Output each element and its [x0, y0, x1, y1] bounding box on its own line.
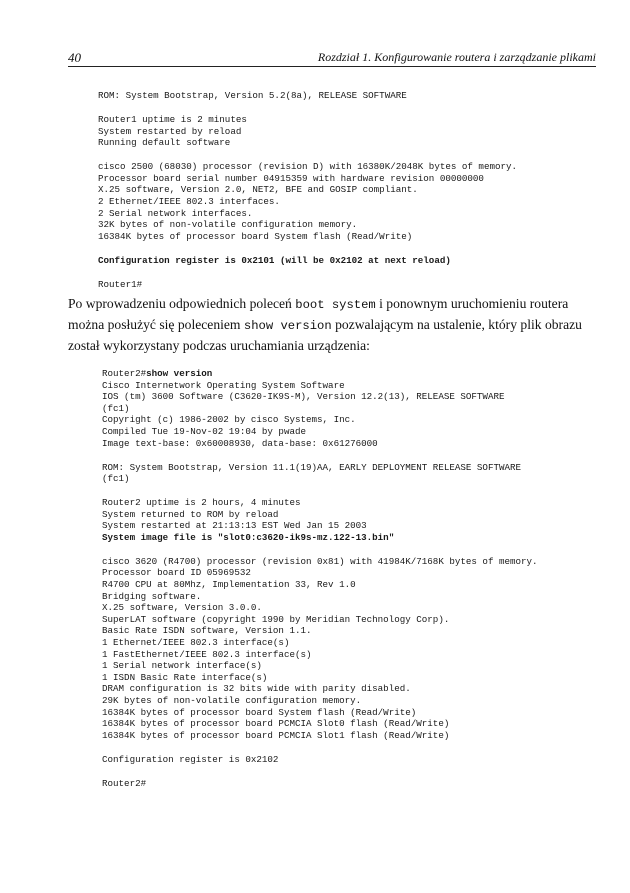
- code-line: 1 ISDN Basic Rate interface(s): [102, 671, 268, 683]
- code-line: 16384K bytes of processor board PCMCIA Slot1 flash (Read/Write): [102, 729, 450, 741]
- code-blank-line: [102, 741, 538, 753]
- code-line: 16384K bytes of processor board System flash (Read/Write): [98, 230, 413, 242]
- code-line: 29K bytes of non-volatile configuration memory.: [102, 695, 362, 707]
- code-blank-line: [98, 266, 517, 278]
- page-header: [68, 50, 596, 67]
- code-line: Compiled Tue 19-Nov-02 19:04 by pwade: [102, 425, 306, 437]
- code-line: Image text-base: 0x60008930, data-base: 0x61276000: [102, 437, 378, 449]
- code-line: Router2 uptime is 2 hours, 4 minutes: [102, 497, 301, 509]
- code-blank-line: [102, 765, 538, 777]
- code-line: System restarted at 21:13:13 EST Wed Jan 15 2003: [102, 520, 367, 532]
- running-head: Rozdział 1. Konfigurowanie routera i zarządzanie plikami: [317, 50, 596, 64]
- code-line: Configuration register is 0x2102: [102, 753, 279, 765]
- code-line: Processor board serial number 04915359 with hardware revision 00000000: [98, 172, 484, 184]
- code-line: (fc1): [102, 402, 130, 414]
- command-prompt: Router2#: [102, 368, 147, 379]
- code-blank-line: [98, 102, 517, 114]
- code-line: X.25 software, Version 3.0.0.: [102, 602, 262, 614]
- code-line: (fc1): [102, 473, 130, 485]
- command-text: show version: [146, 368, 213, 379]
- body-paragraph: [68, 294, 596, 356]
- code-line: Bridging software.: [102, 590, 202, 602]
- code-listing-router1: [98, 90, 517, 290]
- code-prompt-line: Router1#: [98, 278, 143, 290]
- code-line: ROM: System Bootstrap, Version 11.1(19)AA, EARLY DEPLOYMENT RELEASE SOFTWARE: [102, 461, 522, 473]
- code-line: 1 FastEthernet/IEEE 802.3 interface(s): [102, 648, 312, 660]
- code-prompt-line: Router2#: [102, 777, 147, 789]
- code-line: cisco 2500 (68030) processor (revision D) with 16380K/2048K bytes of memory.: [98, 161, 518, 173]
- code-blank-line: [98, 242, 517, 254]
- code-line: Cisco Internetwork Operating System Software: [102, 379, 345, 391]
- code-blank-line: [98, 149, 517, 161]
- code-line: DRAM configuration is 32 bits wide with parity disabled.: [102, 683, 411, 695]
- code-blank-line: [102, 544, 538, 556]
- system-image-line: System image file is "slot0:c3620-ik9s-mz.122-13.bin": [102, 531, 395, 543]
- code-blank-line: [102, 485, 538, 497]
- page-number: 40: [68, 50, 81, 65]
- inline-command: show version: [243, 319, 332, 333]
- code-line: 16384K bytes of processor board System flash (Read/Write): [102, 706, 417, 718]
- code-listing-router2: [102, 368, 538, 789]
- code-line: Router1 uptime is 2 minutes: [98, 113, 247, 125]
- code-line: Running default software: [98, 137, 231, 149]
- code-blank-line: [102, 449, 538, 461]
- code-line: 2 Ethernet/IEEE 802.3 interfaces.: [98, 195, 280, 207]
- paragraph-text: pozwalającym na ustalenie, który plik obrazu został wykorzystany podczas uruchamiania urządzenia:: [68, 317, 582, 353]
- code-line: ROM: System Bootstrap, Version 5.2(8a), RELEASE SOFTWARE: [98, 90, 407, 101]
- code-line: SuperLAT software (copyright 1990 by Meridian Technology Corp).: [102, 613, 450, 625]
- code-line: System returned to ROM by reload: [102, 508, 279, 520]
- code-line: System restarted by reload: [98, 125, 242, 137]
- code-line: X.25 software, Version 2.0, NET2, BFE and GOSIP compliant.: [98, 184, 418, 196]
- code-line: 1 Ethernet/IEEE 802.3 interface(s): [102, 637, 290, 649]
- code-line: R4700 CPU at 80Mhz, Implementation 33, Rev 1.0: [102, 579, 356, 591]
- command-line: [102, 368, 538, 380]
- code-line: Basic Rate ISDN software, Version 1.1.: [102, 625, 312, 637]
- code-line: 2 Serial network interfaces.: [98, 207, 253, 219]
- paragraph-text: Po wprowadzeniu odpowiednich poleceń: [68, 296, 296, 311]
- code-line: IOS (tm) 3600 Software (C3620-IK9S-M), Version 12.2(13), RELEASE SOFTWARE: [102, 391, 505, 403]
- code-line: Processor board ID 05969532: [102, 567, 251, 579]
- config-register-line: Configuration register is 0x2101 (will be 0x2102 at next reload): [98, 254, 451, 266]
- inline-command: boot system: [295, 298, 376, 312]
- code-line: 16384K bytes of processor board PCMCIA Slot0 flash (Read/Write): [102, 718, 450, 730]
- code-line: Copyright (c) 1986-2002 by cisco Systems, Inc.: [102, 414, 356, 426]
- code-line: 32K bytes of non-volatile configuration memory.: [98, 219, 358, 231]
- paragraph-text: i ponownym uruchomieniu routera można posłużyć się poleceniem: [68, 296, 569, 332]
- code-line: 1 Serial network interface(s): [102, 660, 262, 672]
- code-line: cisco 3620 (R4700) processor (revision 0x81) with 41984K/7168K bytes of memory.: [102, 555, 538, 567]
